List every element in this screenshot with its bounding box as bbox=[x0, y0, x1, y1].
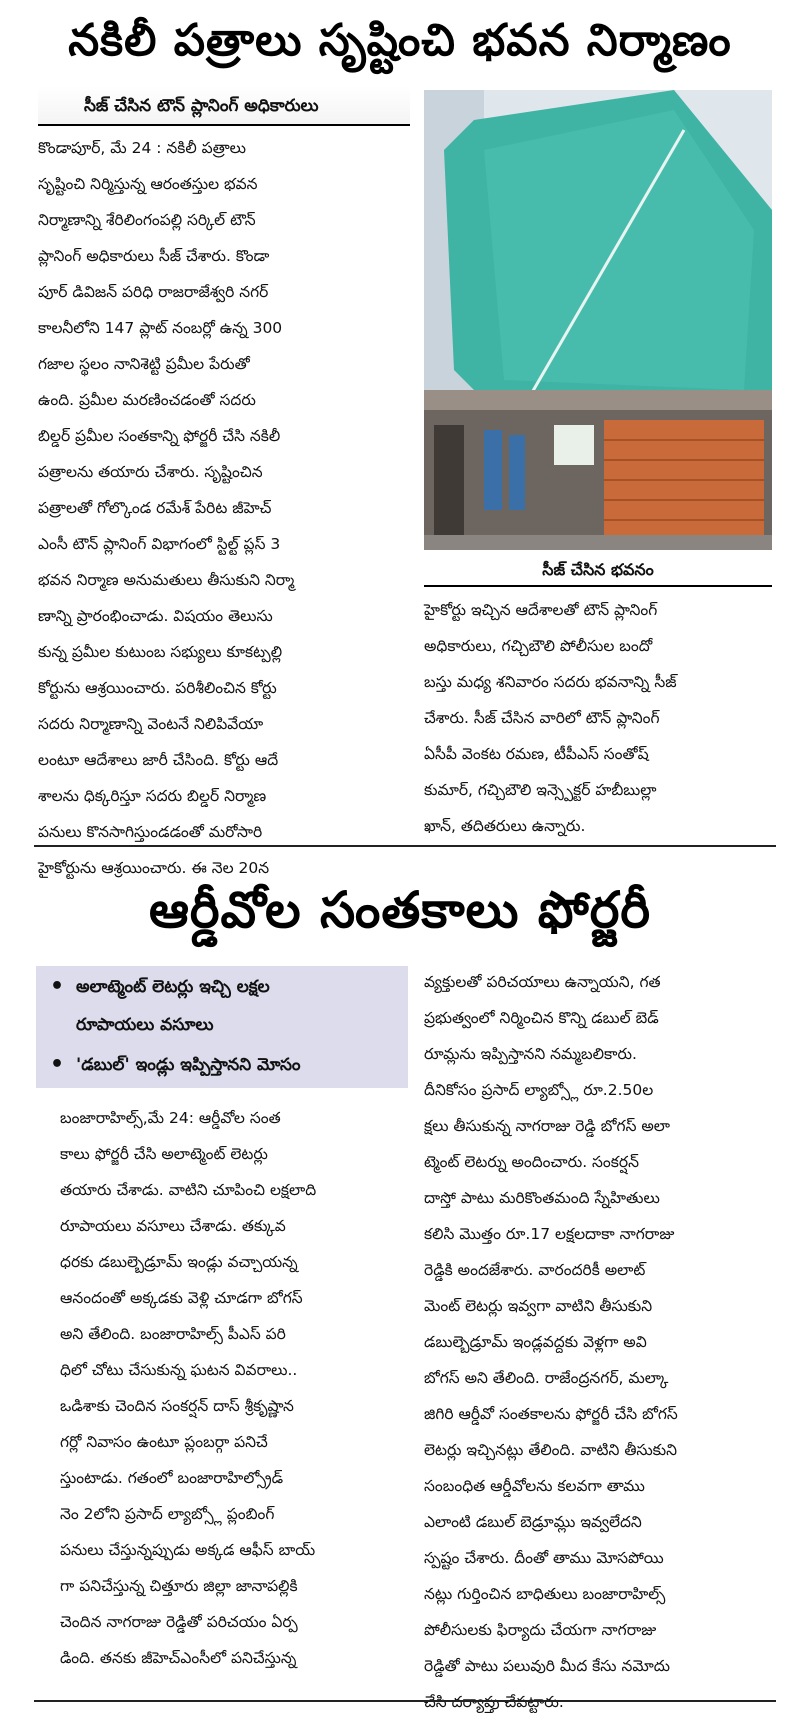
article1-kicker: సీజ్ చేసిన టౌన్ ప్లానింగ్ అధికారులు bbox=[38, 86, 410, 126]
article1-body-right: హైకోర్టు ఇచ్చిన ఆదేశాలతో టౌన్ ప్లానింగ్ అధికారులు, గచ్చిబౌలి పోలీసుల బందో బస్తు మధ్య శనివారం సదరు భవనాన్ని సీజ్ చేశారు. సీజ్ చేసిన వారిలో టౌన్ ప్లానింగ్ ఏసీపీ వెంకట రమణ, టీపీఎస్ సంతోష్ కుమార్, గచ్చిబౌలి ఇన్స్పెక్టర్ హబీబుల్లా ఖాన్, తదితరులు ఉన్నారు. bbox=[424, 601, 677, 835]
bullet-dot-icon: • bbox=[50, 1052, 65, 1077]
building-illustration bbox=[424, 90, 772, 550]
article1-headline: నకిలీ పత్రాలు సృష్టించి భవన నిర్మాణం bbox=[68, 15, 732, 66]
building-photo bbox=[424, 90, 772, 550]
section-divider bbox=[34, 845, 776, 847]
article1-body-left: కొండాపూర్, మే 24 : నకిలీ పత్రాలు సృష్టించి నిర్మిస్తున్న ఆరంతస్తుల భవన నిర్మాణాన్ని శేరిలింగంపల్లి సర్కిల్ టౌన్ ప్లానింగ్ అధికారులు సీజ్ చేశారు. కొండా పూర్ డివిజన్ పరిధి రాజరాజేశ్వరి నగర్ కాలనీలోని 147 ప్లాట్ నంబర్లో ఉన్న 300 గజాల స్థలం నానిశెట్టి ప్రమీల పేరుతో ఉంది. ప్రమీల మరణించడంతో సదరు బిల్డర్ ప్రమీల సంతకాన్ని ఫోర్జరీ చేసి నకిలీ పత్రాలను తయారు చేశారు. సృష్టించిన పత్రాలతో గోల్కొండ రమేశ్ పేరిట జీహెచ్ ఎంసీ టౌన్ ప్లానింగ్ విభాగంలో స్టిల్ట్ ప్లస్ 3 భవన నిర్మాణ అనుమతులు తీసుకుని నిర్మా ణాన్ని ప్రారంభించాడు. విషయం తెలుసు కున్న ప్రమీల కుటుంబ సభ్యులు కూకట్పల్లి కోర్టును ఆశ్రయించారు. పరిశీలించిన కోర్టు సదరు నిర్మాణాన్ని వెంటనే నిలిపివేయా లంటూ ఆదేశాలు జారీ చేసింది. కోర్టు ఆదే శాలను ధిక్కరిస్తూ సదరు బిల్డర్ నిర్మాణ పనులు కొనసాగిస్తుండడంతో మరోసారి హైకోర్టును ఆశ్రయించారు. ఈ నెల 20న bbox=[38, 139, 295, 877]
article2-body-right: వ్యక్తులతో పరిచయాలు ఉన్నాయని, గత ప్రభుత్వంలో నిర్మించిన కొన్ని డబుల్ బెడ్ రూమ్లను ఇప్పిస్తానని నమ్మబలికారు. దీనికోసం ప్రసాద్ ల్యాబ్స్లో రూ.2.50ల క్షలు తీసుకున్న నాగరాజు రెడ్డి బోగస్ అలా ట్మెంట్ లెటర్ను అందించారు. సంకర్షన్ దాస్తో పాటు మరికొంతమంది స్నేహితులు కలిసి మొత్తం రూ.17 లక్షలదాకా నాగరాజు రెడ్డికి అందజేశారు. వారందరికీ అలాట్ మెంట్ లెటర్లు ఇవ్వగా వాటిని తీసుకుని డబుల్బెడ్రూమ్ ఇండ్లవద్దకు వెళ్లగా అవి బోగస్ అని తేలింది. రాజేంద్రనగర్, మల్కా జిగిరి ఆర్డీవో సంతకాలను ఫోర్జరీ చేసి బోగస్ లెటర్లు ఇచ్చినట్లు తేలింది. వాటిని తీసుకుని సంబంధిత ఆర్డీవోలను కలవగా తాము ఎలాంటి డబుల్ బెడ్రూమ్లు ఇవ్వలేదని స్పష్టం చేశారు. దీంతో తాము మోసపోయి నట్లు గుర్తించిన బాధితులు బంజారాహిల్స్ పోలీసులకు ఫిర్యాదు చేయగా నాగరాజు రెడ్డితో పాటు పలువురి మీద కేసు నమోదు చేసి దర్యాప్తు చేపట్టారు. bbox=[424, 973, 678, 1711]
highlight-item bbox=[50, 1046, 400, 1086]
article2-body-left: బంజారాహిల్స్,మే 24: ఆర్డీవోల సంత కాలు ఫోర్జరీ చేసి అలాట్మెంట్ లెటర్లు తయారు చేశాడు. వాటిని చూపించి లక్షలాది రూపాయలు వసూలు చేశాడు. తక్కువ ధరకు డబుల్బెడ్రూమ్ ఇండ్లు వచ్చాయన్న ఆనందంతో అక్కడకు వెళ్లి చూడగా బోగస్ అని తేలింది. బంజారాహిల్స్ పీఎస్ పరి ధిలో చోటు చేసుకున్న ఘటన వివరాలు.. ఒడిశాకు చెందిన సంకర్షన్ దాస్ శ్రీకృష్ణాన గర్లో నివాసం ఉంటూ ప్లంబర్గా పనిచే స్తుంటాడు. గతంలో బంజారాహిల్స్రోడ్ నెం 2లోని ప్రసాద్ ల్యాబ్స్లో ప్లంబింగ్ పనులు చేస్తున్నప్పుడు అక్కడ ఆఫీస్ బాయ్ గా పనిచేస్తున్న చిత్తూరు జిల్లా జానాపల్లికి చెందిన నాగరాజు రెడ్డితో పరిచయం ఏర్ప డింది. తనకు జీహెచ్ఎంసీలో పనిచేస్తున్న bbox=[60, 1109, 317, 1667]
bottom-divider bbox=[34, 1700, 776, 1702]
highlight-item bbox=[50, 968, 400, 1050]
article2-highlights bbox=[36, 966, 408, 1088]
highlight-text: అలాట్మెంట్ లెటర్లు ఇచ్చి లక్షల రూపాయలు వసూలు bbox=[76, 977, 270, 1035]
highlight-text: 'డబుల్' ఇండ్లు ఇప్పిస్తానని మోసం bbox=[76, 1055, 301, 1075]
article2-headline: ఆర్డీవోల సంతకాలు ఫోర్జరీ bbox=[148, 881, 652, 939]
photo-caption: సీజ్ చేసిన భవనం bbox=[424, 555, 772, 587]
bullet-dot-icon: • bbox=[50, 974, 65, 999]
